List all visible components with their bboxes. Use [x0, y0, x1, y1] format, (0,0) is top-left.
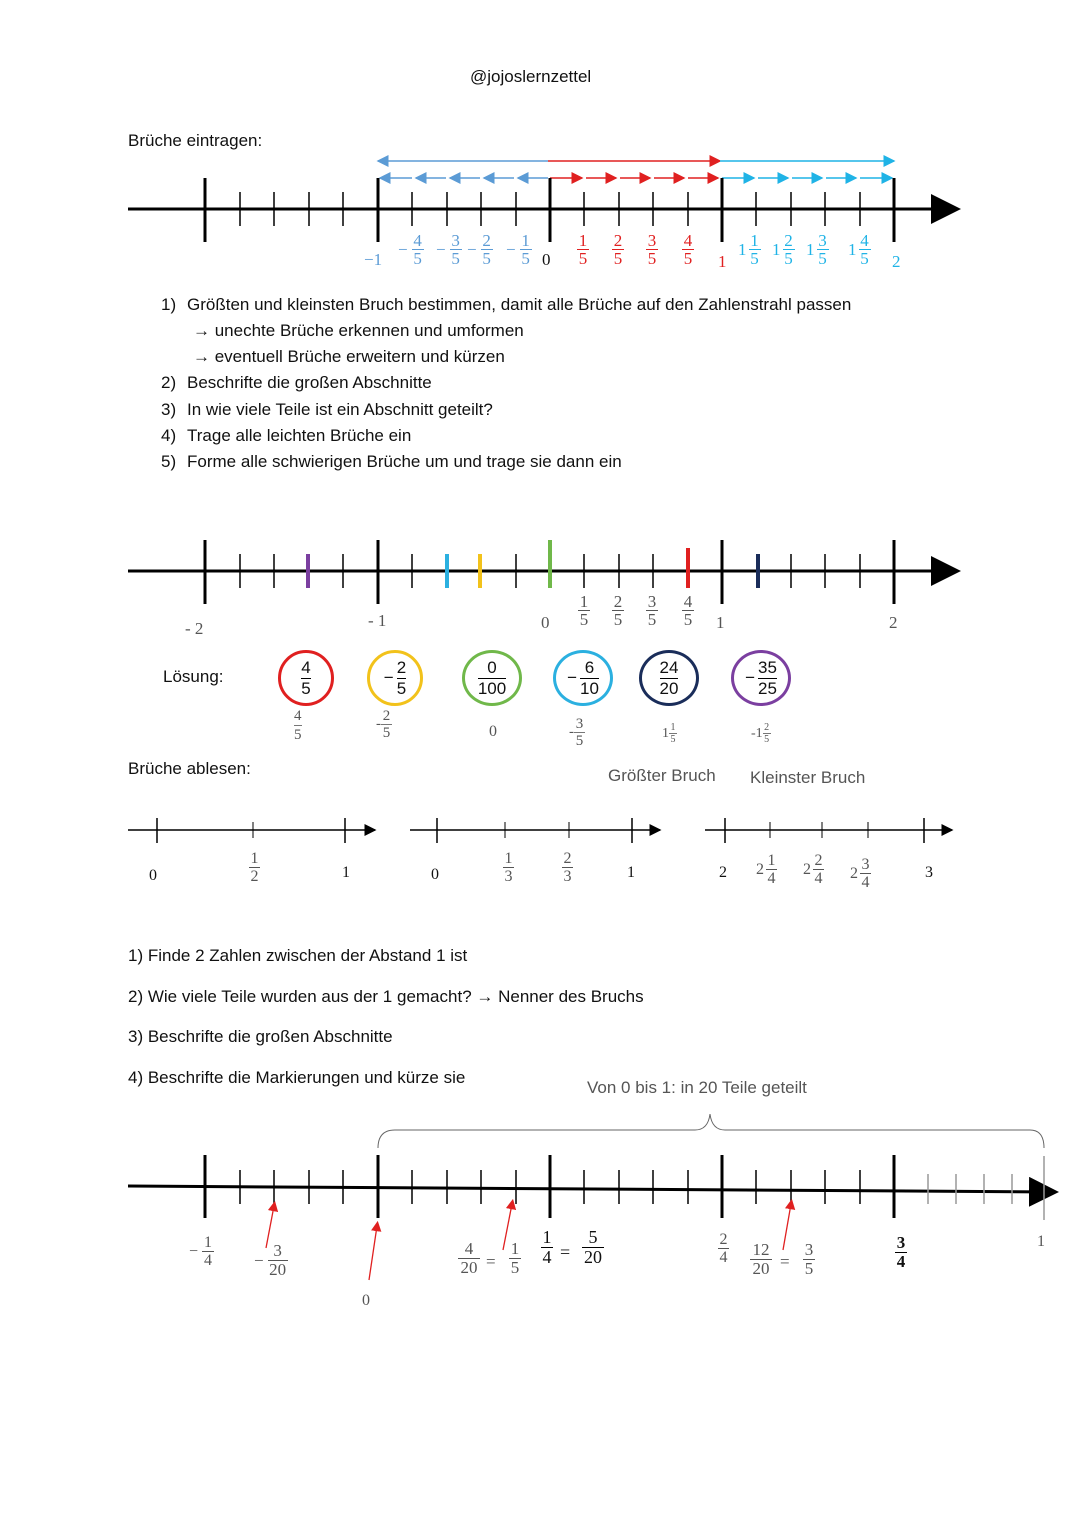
step3-1: 1) Finde 2 Zahlen zwischen der Abstand 1 ist	[128, 946, 468, 965]
b-4-20: 4 20	[458, 1240, 480, 1277]
groesster-bruch-label: Größter Bruch	[608, 766, 716, 785]
loesung-label: Lösung:	[163, 667, 224, 686]
label-two: 2	[892, 252, 901, 271]
step1-1a: → unechte Brüche erkennen und umformen	[193, 321, 524, 340]
b-zero: 0	[362, 1292, 370, 1309]
answer-minus-3-5: - 3 5	[569, 716, 584, 749]
l1-one: 1	[342, 864, 350, 881]
step1-4: 4) Trage alle leichten Brüche ein	[161, 426, 412, 445]
circle-4-5: 4 5	[278, 650, 334, 706]
axis2-fifth-4: 4 5	[683, 592, 693, 629]
label-red-1-5: 1 5	[578, 231, 588, 268]
answer-4-5: 4 5	[294, 708, 302, 743]
l3-2-3-4: 2 3 4	[850, 856, 870, 891]
b-1-5: 1 5	[510, 1239, 520, 1277]
step1-2: 2) Beschrifte die großen Abschnitte	[161, 373, 432, 392]
b-eq-1: =	[486, 1252, 496, 1271]
l3-2-1-4: 2 1 4	[756, 852, 776, 887]
circle-24-20: 24 20	[639, 650, 699, 706]
l2-two-thirds: 2 3	[563, 850, 572, 885]
b-5-20: 5 20	[584, 1227, 602, 1267]
label-one-one-fifth: 1 1 5	[738, 231, 759, 268]
step3-3: 3) Beschrifte die großen Abschnitte	[128, 1027, 393, 1046]
step1-1b: → eventuell Brüche erweitern und kürzen	[193, 347, 505, 366]
label-minus-two-fifths: − 2 5	[467, 231, 491, 268]
label-one-four-fifths: 1 4 5	[848, 231, 869, 268]
axis2-two: 2	[889, 613, 898, 632]
b-eq-2: =	[560, 1242, 571, 1262]
b-2-4: 2 4	[719, 1231, 728, 1266]
kleinster-bruch-label: Kleinster Bruch	[750, 768, 866, 787]
axis2-minus-one: - 1	[368, 611, 387, 630]
b-3-4: 3 4	[896, 1233, 906, 1271]
axis2-fifth-1: 1 5	[579, 592, 589, 629]
l1-half: 1 2	[250, 850, 259, 885]
axis2-zero: 0	[541, 613, 550, 632]
label-red-2-5: 2 5	[613, 231, 623, 268]
label-minus-one: −1	[364, 250, 383, 269]
answer-zero: 0	[489, 723, 497, 740]
step1-1: 1) Größten und kleinsten Bruch bestimmen, damit alle Brüche auf den Zahlenstrahl passen	[161, 295, 852, 314]
axis2-fifth-3: 3 5	[647, 592, 657, 629]
b-1-4: 1 4	[542, 1227, 552, 1267]
label-minus-four-fifths: − 4 5	[398, 231, 422, 268]
answer-1-1-5: 1 1 5	[662, 722, 676, 745]
label-one: 1	[718, 252, 727, 271]
b-minus-quarter: − 1 4	[189, 1234, 213, 1269]
label-zero: 0	[542, 250, 551, 269]
l2-third: 1 3	[504, 850, 513, 885]
section3-heading: Brüche ablesen:	[128, 759, 251, 778]
b-one: 1	[1037, 1233, 1045, 1250]
number-line-1	[0, 150, 1080, 280]
watermark: @jojoslernzettel	[470, 67, 592, 86]
label-red-4-5: 4 5	[683, 231, 693, 268]
axis2-one: 1	[716, 613, 725, 632]
circle-minus-2-5: − 2 5	[367, 650, 423, 706]
step1-3: 3) In wie viele Teile ist ein Abschnitt geteilt?	[161, 400, 493, 419]
b-12-20: 12 20	[750, 1241, 772, 1278]
section1-heading: Brüche eintragen:	[128, 131, 263, 150]
circle-minus-35-25: − 35 25	[731, 650, 791, 706]
l2-zero: 0	[431, 866, 439, 883]
l1-zero: 0	[149, 867, 157, 884]
brace-label: Von 0 bis 1: in 20 Teile geteilt	[587, 1078, 807, 1097]
l3-two: 2	[719, 864, 727, 881]
axis2-fifth-2: 2 5	[613, 592, 623, 629]
l3-2-2-4: 2 2 4	[803, 852, 823, 887]
label-red-3-5: 3 5	[647, 231, 657, 268]
l3-three: 3	[925, 864, 933, 881]
answer-minus-1-2-5: -1 2 5	[751, 722, 770, 745]
axis2-minus-two: - 2	[185, 619, 204, 638]
label-minus-three-fifths: − 3 5	[436, 231, 460, 268]
step1-5: 5) Forme alle schwierigen Brüche um und trage sie dann ein	[161, 452, 622, 471]
circle-minus-6-10: − 6 10	[553, 650, 613, 706]
number-line-3	[0, 1100, 1080, 1300]
b-3-5: 3 5	[804, 1240, 814, 1278]
label-minus-one-fifth: − 1 5	[506, 231, 530, 268]
small-number-lines	[0, 810, 1080, 860]
step3-2: 2) Wie viele Teile wurden aus der 1 gemacht? → Nenner des Bruchs	[128, 987, 644, 1006]
label-one-three-fifths: 1 3 5	[806, 231, 827, 268]
b-eq-3: =	[780, 1252, 790, 1271]
circle-0-100: 0 100	[462, 650, 522, 706]
b-minus-3-20: − 3 20	[254, 1241, 287, 1279]
answer-minus-2-5: - 2 5	[376, 708, 391, 741]
step3-4: 4) Beschrifte die Markierungen und kürze sie	[128, 1068, 466, 1087]
label-one-two-fifths: 1 2 5	[772, 231, 793, 268]
l2-one: 1	[627, 864, 635, 881]
number-line-2	[0, 530, 1080, 610]
